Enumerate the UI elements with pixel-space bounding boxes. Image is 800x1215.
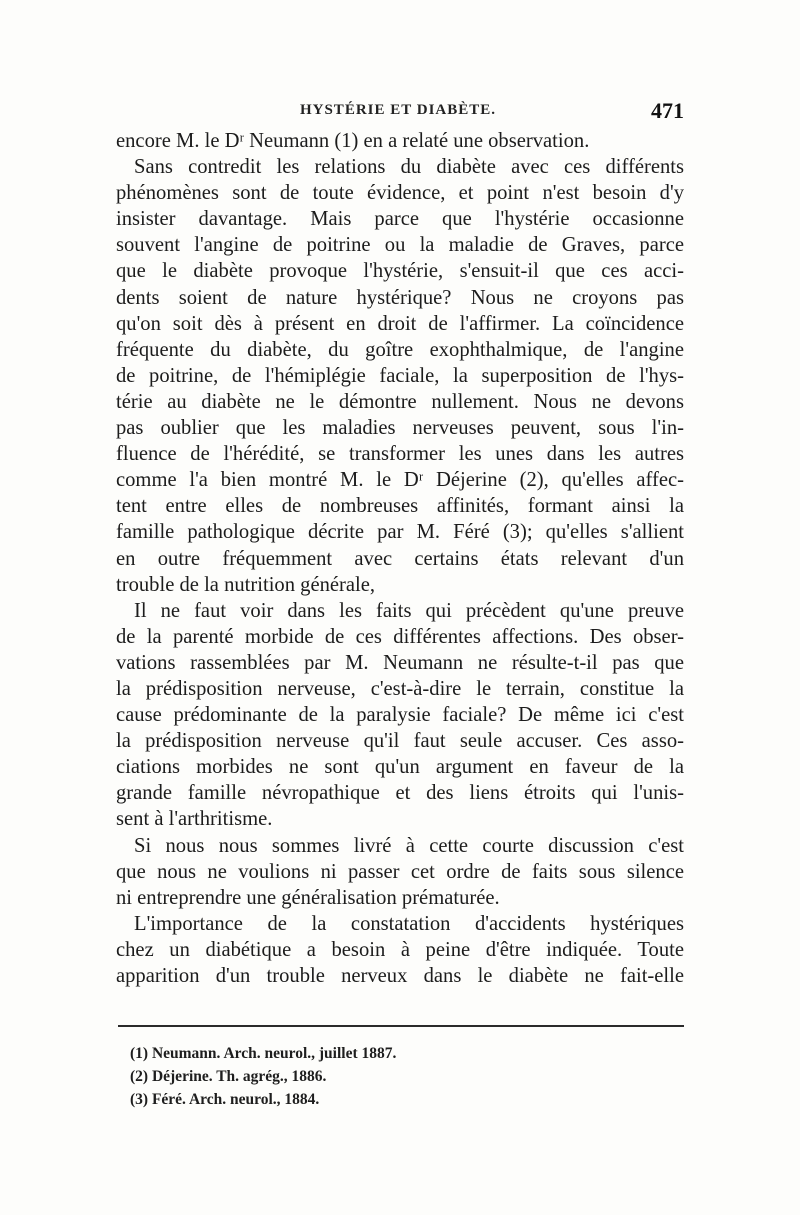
body-text bbox=[116, 128, 684, 989]
text-line: L'importance de la constatation d'accidents hystériques bbox=[134, 912, 684, 935]
text-line: comme l'a bien montré M. le Dʳ Déjerine (2), qu'elles affec- bbox=[116, 469, 684, 492]
text-line: sent à l'arthritisme. bbox=[116, 808, 273, 831]
text-line: fluence de l'hérédité, se transformer les unes dans les autres bbox=[116, 443, 684, 466]
text-line: fréquente du diabète, du goître exophthalmique, de l'angine bbox=[116, 338, 684, 361]
text-line: chez un diabétique a besoin à peine d'être indiquée. Toute bbox=[116, 938, 684, 961]
footnote: (1) Neumann. Arch. neurol., juillet 1887. bbox=[130, 1045, 397, 1062]
text-line: que le diabète provoque l'hystérie, s'ensuit-il que ces acci- bbox=[116, 260, 684, 283]
text-line: phénomènes sont de toute évidence, et point n'est besoin d'y bbox=[116, 182, 684, 205]
running-head bbox=[112, 98, 684, 128]
text-line: encore M. le Dʳ Neumann (1) en a relaté une observation. bbox=[116, 130, 590, 152]
text-line: en outre fréquemment avec certains états relevant d'un bbox=[116, 547, 684, 570]
text-line: vations rassemblées par M. Neumann ne résulte-t-il pas que bbox=[116, 651, 684, 674]
text-line: tent entre elles de nombreuses affinités, formant ainsi la bbox=[116, 495, 684, 518]
text-line: qu'on soit dès à présent en droit de l'affirmer. La coïncidence bbox=[116, 312, 684, 335]
text-line: insister davantage. Mais parce que l'hystérie occasionne bbox=[116, 208, 684, 231]
text-line: de poitrine, de l'hémiplégie faciale, la superposition de l'hys- bbox=[116, 364, 684, 387]
text-line: Sans contredit les relations du diabète avec ces différents bbox=[134, 156, 684, 179]
text-line: dents soient de nature hystérique? Nous ne croyons pas bbox=[116, 286, 684, 309]
text-line: famille pathologique décrite par M. Féré (3); qu'elles s'allient bbox=[116, 521, 684, 544]
text-line: la prédisposition nerveuse qu'il faut seule accuser. Ces asso- bbox=[116, 730, 684, 753]
text-line: cause prédominante de la paralysie faciale? De même ici c'est bbox=[116, 704, 684, 727]
text-line: Il ne faut voir dans les faits qui précèdent qu'une preuve bbox=[134, 599, 684, 622]
page-number: 471 bbox=[651, 98, 684, 123]
text-line: souvent l'angine de poitrine ou la maladie de Graves, parce bbox=[116, 234, 684, 257]
footnotes bbox=[130, 1042, 690, 1111]
text-line: térie au diabète ne le démontre nullement. Nous ne devons bbox=[116, 390, 684, 413]
text-line: ni entreprendre une généralisation prématurée. bbox=[116, 886, 500, 909]
text-line: Si nous nous sommes livré à cette courte discussion c'est bbox=[134, 834, 684, 857]
text-line: ciations morbides ne sont qu'un argument en faveur de la bbox=[116, 756, 684, 779]
text-line: que nous ne voulions ni passer cet ordre de faits sous silence bbox=[116, 860, 684, 883]
text-line: pas oublier que les maladies nerveuses peuvent, sous l'in- bbox=[116, 417, 684, 440]
footnote-rule bbox=[118, 1025, 684, 1027]
text-line: apparition d'un trouble nerveux dans le diabète ne fait-elle bbox=[116, 965, 684, 987]
text-line: de la parenté morbide de ces différentes affections. Des obser- bbox=[116, 625, 684, 648]
footnote: (2) Déjerine. Th. agrég., 1886. bbox=[130, 1068, 327, 1085]
running-title: HYSTÉRIE ET DIABÈTE. bbox=[299, 102, 497, 118]
text-line: trouble de la nutrition générale, bbox=[116, 573, 376, 596]
footnote: (3) Féré. Arch. neurol., 1884. bbox=[130, 1091, 320, 1108]
text-line: la prédisposition nerveuse, c'est-à-dire le terrain, constitue la bbox=[116, 677, 684, 700]
text-line: grande famille névropathique et des liens étroits qui l'unis- bbox=[116, 782, 684, 805]
